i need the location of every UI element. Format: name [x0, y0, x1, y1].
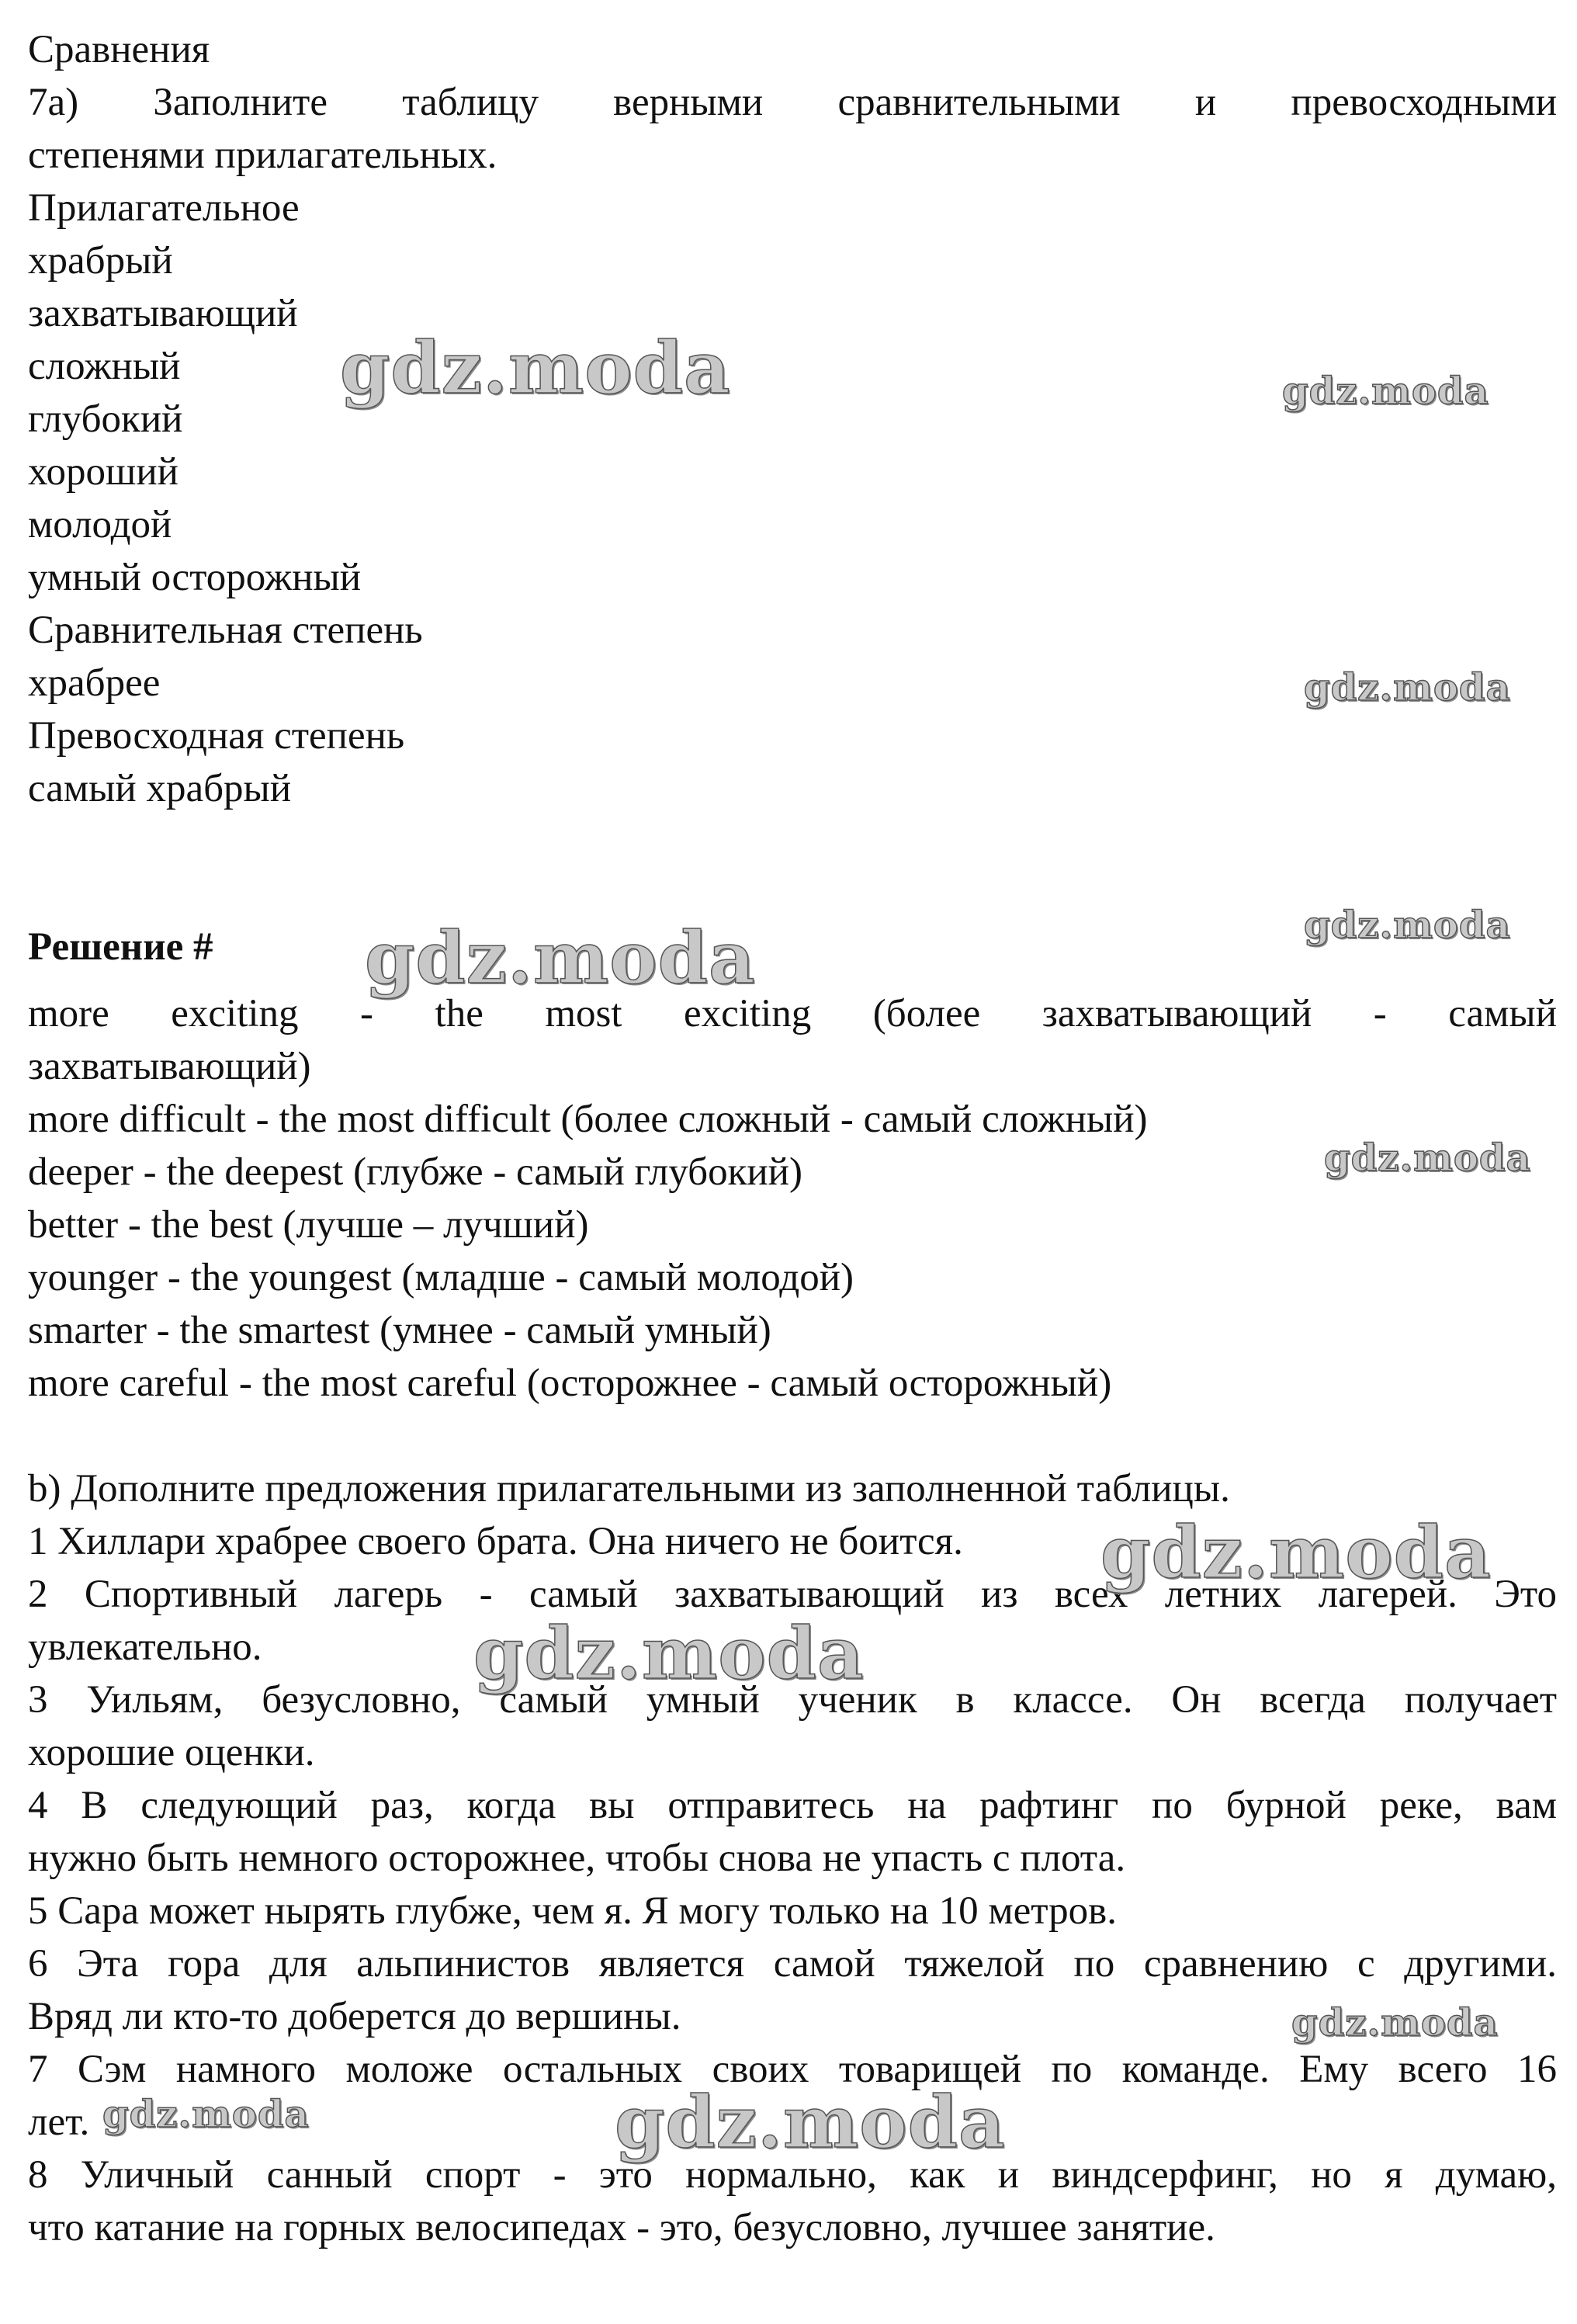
- watermark-logo: gdz.moda: [1291, 2001, 1499, 2045]
- adjective-item: захватывающий: [28, 292, 298, 335]
- watermark-logo: gdz.moda: [365, 916, 756, 1000]
- watermark-logo: gdz.moda: [340, 326, 731, 410]
- adjective-item: глубокий: [28, 397, 183, 441]
- answer-line: younger - the youngest (младше - самый молодой): [28, 1256, 854, 1299]
- comparative-example: храбрее: [28, 661, 161, 705]
- adjective-item: храбрый: [28, 239, 173, 283]
- sentence-4-line1: 4 В следующий раз, когда вы отправитесь на рафтинг по бурной реке, вам: [28, 1784, 1557, 1827]
- sentence-2-line1: 2 Спортивный лагерь - самый захватывающий из всех летних лагерей. Это: [28, 1573, 1557, 1616]
- sentence-6-line2: Вряд ли кто-то доберется до вершины.: [28, 1995, 681, 2038]
- sentence-3-line1: 3 Уильям, безусловно, самый умный ученик в классе. Он всегда получает: [28, 1678, 1557, 1722]
- task-instruction-line2: степенями прилагательных.: [28, 134, 497, 177]
- answer-line: more careful - the most careful (осторожнее - самый осторожный): [28, 1361, 1112, 1405]
- adjective-item: умный осторожный: [28, 556, 362, 599]
- watermark-logo: gdz.moda: [615, 2080, 1006, 2164]
- watermark-logo: gdz.moda: [1304, 666, 1511, 709]
- comparative-header: Сравнительная степень: [28, 609, 423, 652]
- watermark-logo: gdz.moda: [1100, 1511, 1492, 1594]
- answer-line: smarter - the smartest (умнее - самый умный): [28, 1309, 771, 1352]
- adjective-header: Прилагательное: [28, 186, 300, 230]
- answer-line: more exciting - the most exciting (более захватывающий - самый: [28, 992, 1557, 1035]
- sentence-6-line1: 6 Эта гора для альпинистов является самой тяжелой по сравнению с другими.: [28, 1942, 1557, 1986]
- sentence-8-line1: 8 Уличный санный спорт - это нормально, как и виндсерфинг, но я думаю,: [28, 2153, 1557, 2197]
- solution-heading: Решение #: [28, 925, 213, 969]
- task-instruction-line1: 7a) Заполните таблицу верными сравнительными и превосходными: [28, 81, 1557, 124]
- watermark-logo: gdz.moda: [1324, 1136, 1531, 1180]
- adjective-item: сложный: [28, 345, 181, 388]
- superlative-example: самый храбрый: [28, 767, 292, 810]
- answer-line: захватывающий): [28, 1045, 311, 1088]
- sentence-8-line2: что катание на горных велосипедах - это, безусловно, лучшее занятие.: [28, 2206, 1215, 2249]
- adjective-item: молодой: [28, 503, 172, 546]
- answer-line: more difficult - the most difficult (более сложный - самый сложный): [28, 1098, 1148, 1141]
- watermark-logo: gdz.moda: [473, 1611, 865, 1695]
- answer-line: better - the best (лучше – лучший): [28, 1203, 589, 1247]
- part-b-instruction: b) Дополните предложения прилагательными из заполненной таблицы.: [28, 1467, 1230, 1511]
- sentence-2-line2: увлекательно.: [28, 1625, 262, 1669]
- section-title: Сравнения: [28, 28, 210, 71]
- answer-line: deeper - the deepest (глубже - самый глубокий): [28, 1150, 802, 1194]
- sentence-7-line2: лет.: [28, 2100, 90, 2144]
- sentence-4-line2: нужно быть немного осторожнее, чтобы снова не упасть с плота.: [28, 1837, 1126, 1880]
- sentence-7-line1: 7 Сэм намного моложе остальных своих товарищей по команде. Ему всего 16: [28, 2048, 1557, 2091]
- watermark-logo: gdz.moda: [102, 2093, 310, 2136]
- watermark-logo: gdz.moda: [1304, 904, 1511, 947]
- sentence-3-line2: хорошие оценки.: [28, 1731, 315, 1774]
- sentence-5: 5 Сара может нырять глубже, чем я. Я могу только на 10 метров.: [28, 1889, 1117, 1933]
- adjective-item: хороший: [28, 450, 178, 494]
- sentence-1: 1 Хиллари храбрее своего брата. Она ничего не боится.: [28, 1520, 963, 1563]
- watermark-logo: gdz.moda: [1282, 369, 1489, 413]
- superlative-header: Превосходная степень: [28, 714, 405, 758]
